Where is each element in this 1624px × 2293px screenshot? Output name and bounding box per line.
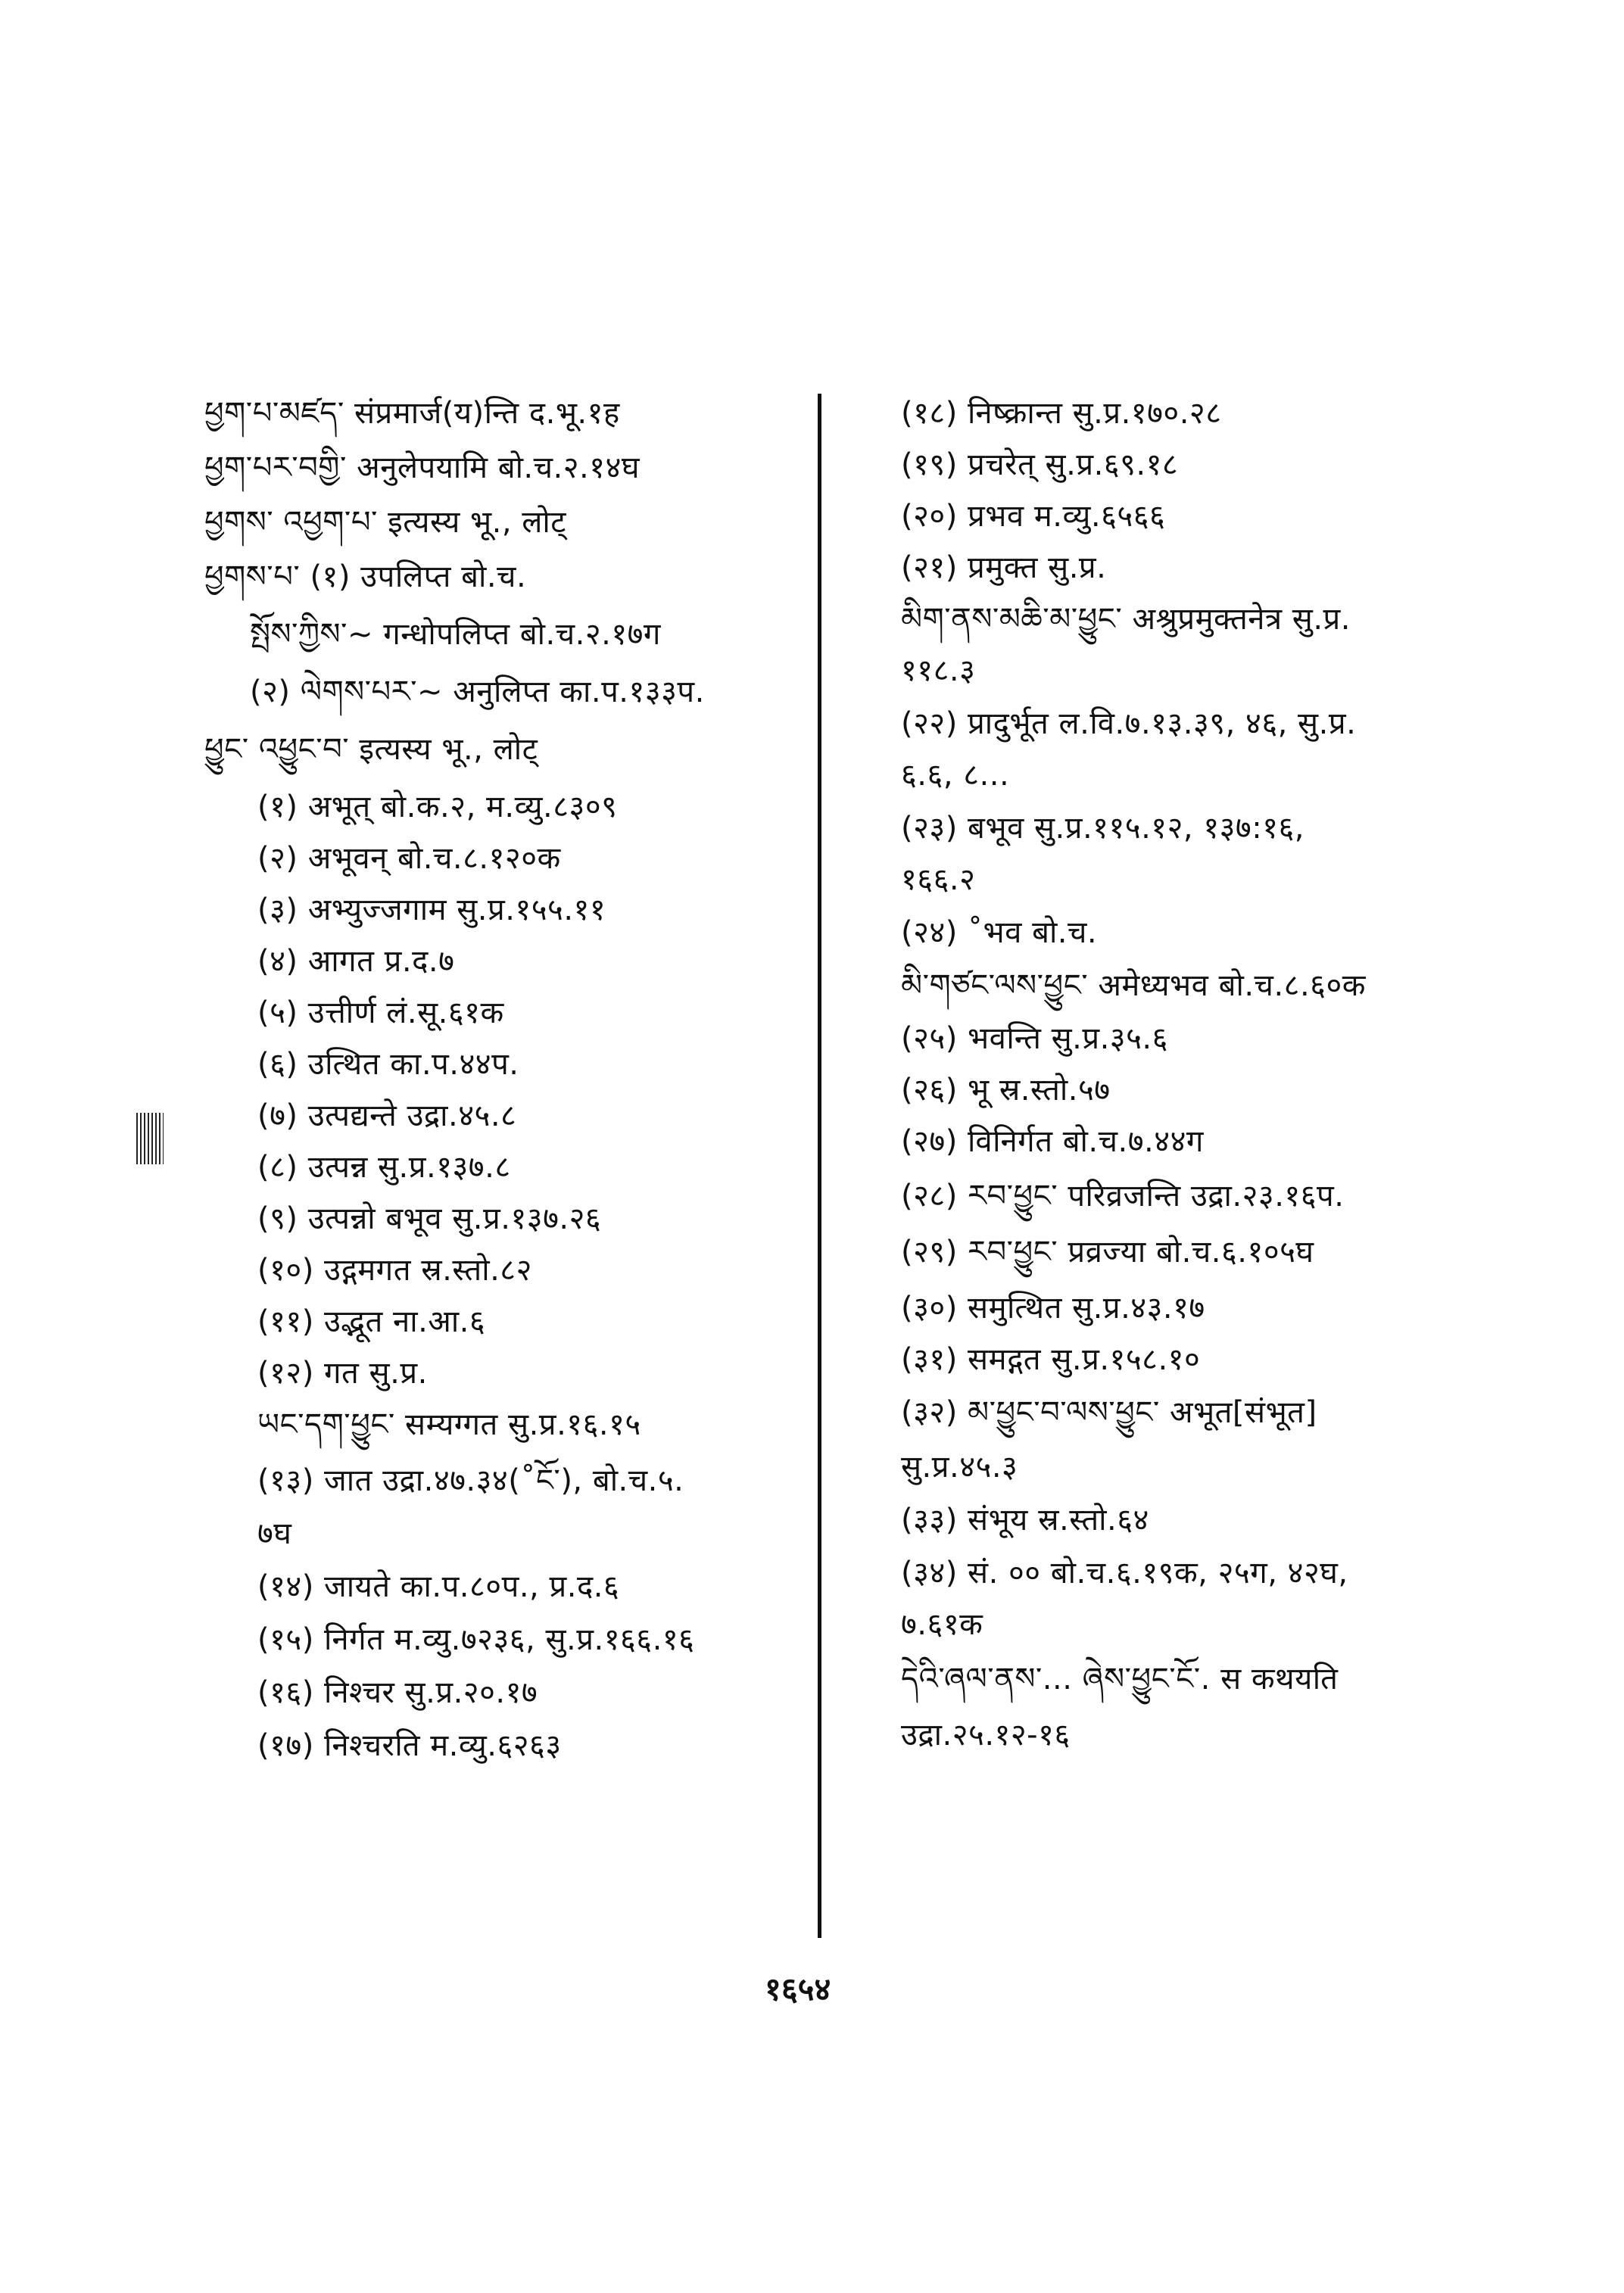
- entry-line: (९) उत्पन्नो बभूव सु.प्र.१३७.२६: [257, 1201, 602, 1236]
- entry-line: (३) अभ्युज्जगाम सु.प्र.१५५.११: [257, 893, 606, 927]
- entry-line: ७घ: [257, 1516, 292, 1551]
- entry-line: (६) उत्थित का.प.४४प.: [257, 1047, 519, 1082]
- entry-line: མིག་ནས་མཆི་མ་ཕྱུང་ अश्रुप्रमुक्तनेत्र सु.प्र.: [901, 602, 1351, 637]
- entry-line: (१२) गत सु.प्र.: [257, 1356, 428, 1391]
- entry-line: (२४) ˚भव बो.च.: [901, 915, 1098, 950]
- column-divider: [818, 394, 821, 1938]
- entry-line: (३०) समुत्थित सु.प्र.४३.१७: [901, 1291, 1205, 1326]
- entry-line: (२१) प्रमुक्त सु.प्र.: [901, 550, 1107, 585]
- entry-line: उद्रा.२५.१२-१६: [901, 1718, 1071, 1752]
- entry-line: ཕྱགས་པ་ (१) उपलिप्त बो.च.: [204, 559, 527, 594]
- entry-line: (२६) भू स्र.स्तो.५७: [901, 1073, 1111, 1108]
- entry-line: (२९) རབ་ཕྱུང་ प्रव्रज्या बो.च.६.१०५घ: [901, 1235, 1314, 1270]
- page-number: १६५४: [765, 1971, 831, 2008]
- entry-line: (२८) རབ་ཕྱུང་ परिव्रजन्ति उद्रा.२३.१६प.: [901, 1179, 1345, 1213]
- entry-line: (२२) प्रादुर्भूत ल.वि.७.१३.३९, ४६, सु.प्र.: [901, 706, 1357, 741]
- entry-line: (११) उद्भूत ना.आ.६: [257, 1304, 486, 1339]
- entry-line: ཡང་དག་ཕྱུང་ सम्यग्गत सु.प्र.१६.१५: [257, 1407, 641, 1442]
- entry-line: (१०) उद्गमगत स्र.स्तो.८२: [257, 1253, 532, 1288]
- entry-line: १६६.२: [901, 862, 976, 897]
- entry-line: (१७) निश्चरति म.व्यु.६२६३: [257, 1728, 562, 1763]
- entry-line: (२०) प्रभव म.व्यु.६५६६: [901, 499, 1166, 534]
- entry-line: (२५) भवन्ति सु.प्र.३५.६: [901, 1021, 1168, 1056]
- entry-line: ཕྱག་པར་བགྱི་ अनुलेपयामि बो.च.२.१४घ: [204, 450, 641, 485]
- entry-line: (३४) सं. ०० बो.च.६.१९क, २५ग, ४२घ,: [901, 1556, 1348, 1590]
- entry-line: (५) उत्तीर्ण लं.सू.६१क: [257, 995, 504, 1030]
- entry-line: ६.६, ८...: [901, 758, 1010, 793]
- entry-line: (१८) निष्क्रान्त सु.प्र.१७०.२८: [901, 396, 1222, 431]
- entry-line: ཕྱུང་ འཕྱུང་བ་ इत्यस्य भू., लोट्: [204, 732, 538, 767]
- entry-line: (१) अभूत् बो.क.२, म.व्यु.८३०९: [257, 790, 618, 824]
- entry-line: ཕྱག་པ་མཛད་ संप्रमार्ज(य)न्ति द.भू.१ह: [204, 396, 620, 431]
- scan-margin-mark: [136, 1113, 164, 1164]
- entry-line: (१४) जायते का.प.८०प., प्र.द.६: [257, 1569, 620, 1604]
- entry-line: ११८.३: [901, 653, 976, 688]
- entry-line: (२) ལེགས་པར་~ अनुलिप्त का.प.१३३प.: [250, 675, 705, 709]
- entry-line: (१९) प्रचरेत् सु.प्र.६९.१८: [901, 447, 1179, 482]
- entry-line: ཕྱགས་ འཕྱག་པ་ इत्यस्य भू., लोट्: [204, 505, 566, 540]
- entry-line: (२३) बभूव सु.प्र.११५.१२, १३७:१६,: [901, 811, 1305, 846]
- entry-line: མི་གཙང་ལས་ཕྱུང་ अमेध्यभव बो.च.८.६०क: [901, 968, 1366, 1003]
- entry-line: (८) उत्पन्न सु.प्र.१३७.८: [257, 1150, 511, 1185]
- entry-line: सु.प्र.४५.३: [901, 1450, 1018, 1485]
- entry-line: (३३) संभूय स्र.स्तो.६४: [901, 1503, 1149, 1537]
- entry-line: (१५) निर्गत म.व्यु.७२३६, सु.प्र.१६६.१६: [257, 1622, 695, 1657]
- entry-line: སྤོས་ཀྱིས་~ गन्धोपलिप्त बो.च.२.१७ग: [250, 617, 661, 652]
- entry-line: ७.६१क: [901, 1607, 983, 1642]
- entry-line: (३१) समद्गत सु.प्र.१५८.१०: [901, 1342, 1201, 1377]
- entry-line: (१६) निश्चर सु.प्र.२०.१७: [257, 1675, 538, 1710]
- entry-line: (१३) जात उद्रा.४७.३४(˚ངོ་), बो.च.५.: [257, 1463, 684, 1498]
- entry-line: (४) आगत प्र.द.७: [257, 944, 455, 979]
- entry-line: དེའི་ཞལ་ནས་... ཞེས་ཕྱུང་ངོ་. स कथयति: [901, 1662, 1339, 1696]
- entry-line: (७) उत्पद्यन्ते उद्रा.४५.८: [257, 1098, 517, 1133]
- entry-line: (२) अभूवन् बो.च.८.१२०क: [257, 841, 561, 876]
- entry-line: (३२) མ་ཕྱུང་བ་ལས་ཕྱུང་ अभूत[संभूत]: [901, 1395, 1317, 1430]
- entry-line: (२७) विनिर्गत बो.च.७.४४ग: [901, 1124, 1204, 1159]
